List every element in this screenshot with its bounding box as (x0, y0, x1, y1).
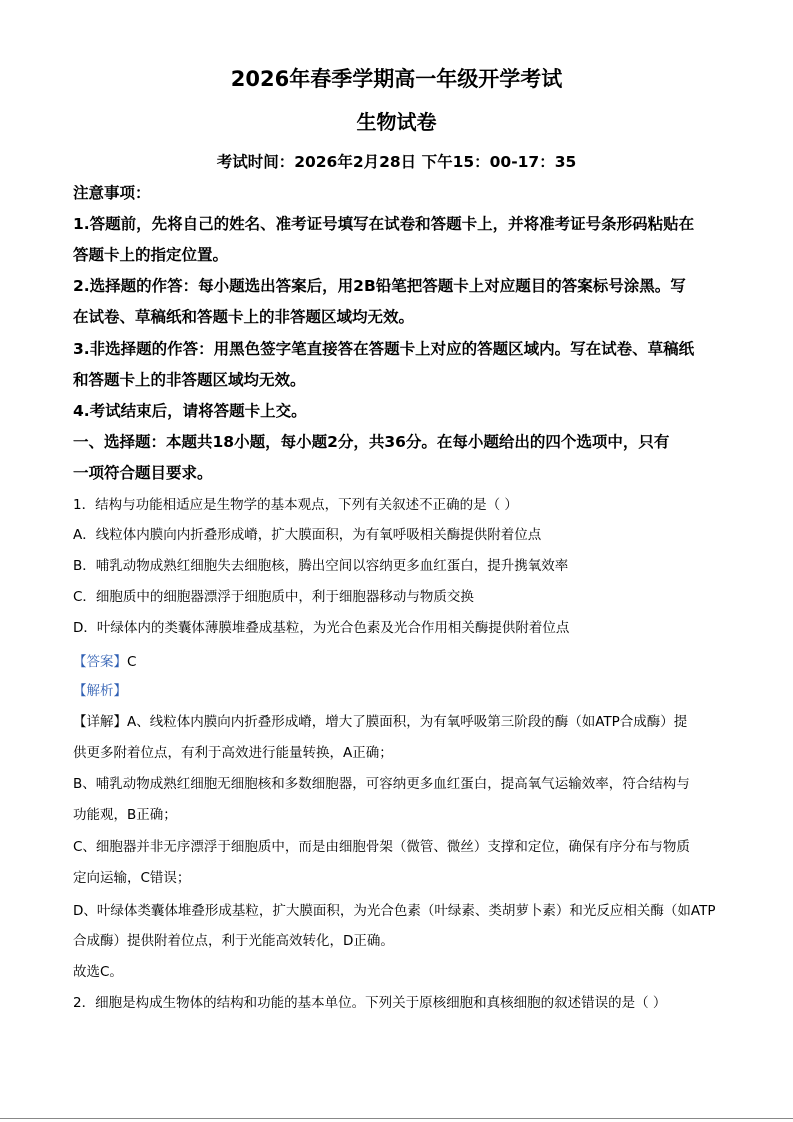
question-1-stem: 1．结构与功能相适应是生物学的基本观点，下列有关叙述不正确的是（ ） (73, 497, 518, 513)
notice-line: 答题卡上的指定位置。 (73, 246, 229, 264)
section-heading: 一、选择题：本题共18小题，每小题2分，共36分。在每小题给出的四个选项中，只有 (73, 433, 670, 451)
detail-text: A、线粒体内膜向内折叠形成嵴，增大了膜面积，为有氧呼吸第三阶段的酶（如ATP合成酶）提 (127, 714, 688, 730)
notice-heading: 注意事项： (73, 184, 151, 202)
detail-line: 合成酶）提供附着位点，利于光能高效转化，D正确。 (73, 933, 394, 949)
detail-line: 定向运输，C错误； (73, 870, 191, 886)
question-1-option-a: A．线粒体内膜向内折叠形成嵴，扩大膜面积，为有氧呼吸相关酶提供附着位点 (73, 527, 542, 543)
page-bottom-divider (0, 1118, 793, 1119)
detail-line: 功能观，B正确； (73, 807, 177, 823)
conclusion-line: 故选C。 (73, 964, 123, 980)
notice-line: 3.非选择题的作答：用黑色签字笔直接答在答题卡上对应的答题区域内。写在试卷、草稿纸 (73, 340, 695, 358)
answer-line (73, 650, 136, 670)
notice-line: 4.考试结束后，请将答题卡上交。 (73, 402, 307, 420)
section-heading-cont: 一项符合题目要求。 (73, 464, 213, 482)
exam-time: 考试时间：2026年2月28日 下午15：00-17：35 (216, 153, 577, 171)
analysis-tag: 【解析】 (73, 683, 127, 699)
notice-line: 2.选择题的作答：每小题选出答案后，用2B铅笔把答题卡上对应题目的答案标号涂黑。写 (73, 277, 686, 295)
question-1-option-d: D．叶绿体内的类囊体薄膜堆叠成基粒，为光合色素及光合作用相关酶提供附着位点 (73, 620, 570, 636)
detail-line: C、细胞器并非无序漂浮于细胞质中，而是由细胞骨架（微管、微丝）支撑和定位，确保有序分布与物质 (73, 839, 690, 855)
subject-title: 生物试卷 (356, 110, 437, 134)
answer-tag: 【答案】 (73, 654, 127, 670)
notice-line: 1.答题前，先将自己的姓名、准考证号填写在试卷和答题卡上，并将准考证号条形码粘贴在 (73, 215, 695, 233)
detail-tag: 【详解】 (73, 714, 127, 730)
detail-line: 供更多附着位点，有利于高效进行能量转换，A正确； (73, 745, 393, 761)
notice-line: 在试卷、草稿纸和答题卡上的非答题区域均无效。 (73, 308, 415, 326)
question-1-option-b: B．哺乳动物成熟红细胞失去细胞核，腾出空间以容纳更多血红蛋白，提升携氧效率 (73, 558, 569, 574)
exam-title: 2026年春季学期高一年级开学考试 (230, 67, 563, 91)
answer-value: C (127, 654, 137, 670)
question-1-option-c: C．细胞质中的细胞器漂浮于细胞质中，利于细胞器移动与物质交换 (73, 589, 474, 605)
detail-line: D、叶绿体类囊体堆叠形成基粒，扩大膜面积，为光合色素（叶绿素、类胡萝卜素）和光反应相关酶（如ATP (73, 903, 716, 919)
detail-line: B、哺乳动物成熟红细胞无细胞核和多数细胞器，可容纳更多血红蛋白，提高氧气运输效率，符合结构与 (73, 776, 690, 792)
question-2-stem: 2．细胞是构成生物体的结构和功能的基本单位。下列关于原核细胞和真核细胞的叙述错误的是（ ） (73, 995, 667, 1011)
notice-line: 和答题卡上的非答题区域均无效。 (73, 371, 306, 389)
detail-line (73, 710, 687, 730)
